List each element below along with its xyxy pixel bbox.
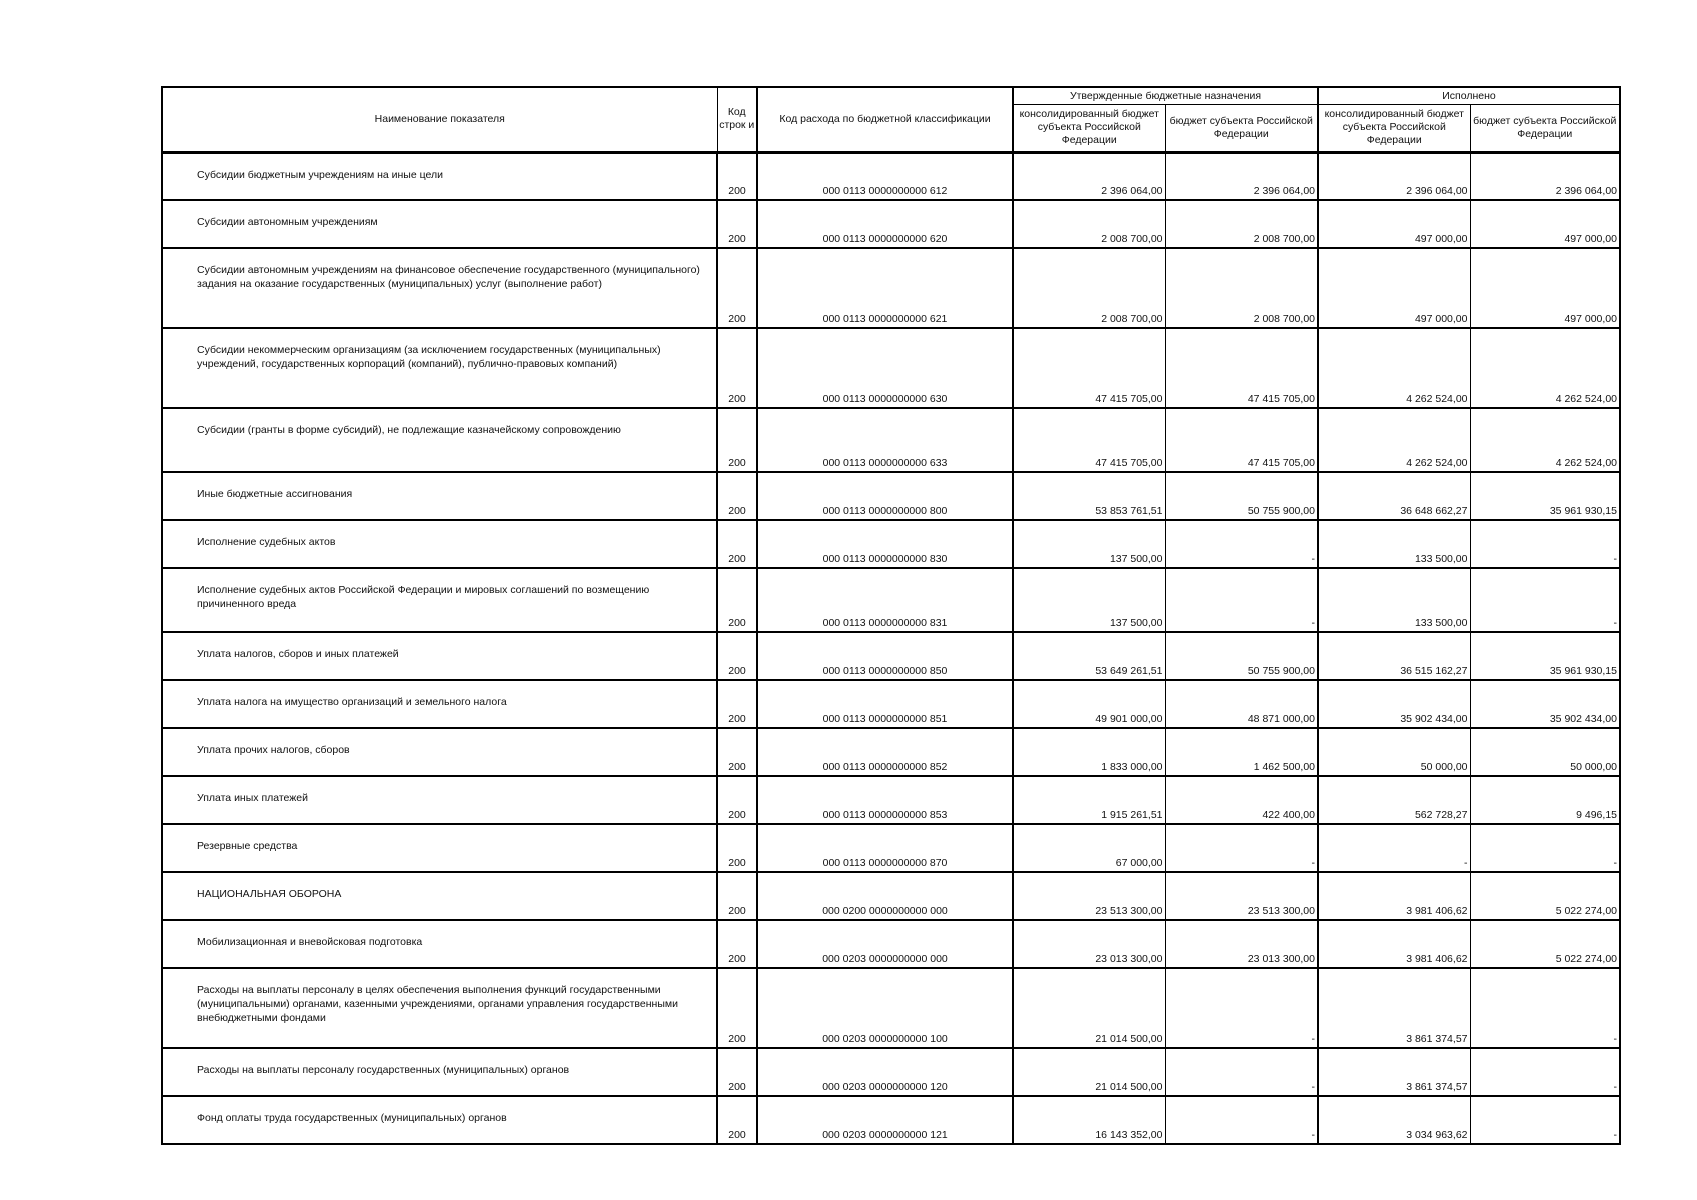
table-body [162, 152, 1620, 1144]
row-code: 200 [717, 152, 757, 200]
row-executed-subject: 497 000,00 [1470, 200, 1620, 248]
row-code: 200 [717, 568, 757, 632]
table-row [162, 680, 1620, 728]
row-bk-code: 000 0113 0000000000 831 [757, 568, 1013, 632]
table-row [162, 728, 1620, 776]
table-row [162, 824, 1620, 872]
budget-report-table [161, 86, 1621, 1145]
row-name: Уплата налога на имущество организаций и земельного налога [162, 680, 717, 728]
row-approved-subject: 23 513 300,00 [1165, 872, 1318, 920]
header-code: Код строк и [717, 87, 757, 152]
row-bk-code: 000 0113 0000000000 620 [757, 200, 1013, 248]
row-bk-code: 000 0113 0000000000 633 [757, 408, 1013, 472]
row-code: 200 [717, 1048, 757, 1096]
row-code: 200 [717, 728, 757, 776]
row-bk-code: 000 0113 0000000000 851 [757, 680, 1013, 728]
row-executed-subject: 35 902 434,00 [1470, 680, 1620, 728]
row-approved-subject: 1 462 500,00 [1165, 728, 1318, 776]
row-executed-consolidated: 4 262 524,00 [1318, 408, 1470, 472]
row-executed-subject: - [1470, 968, 1620, 1048]
row-executed-consolidated: 3 981 406,62 [1318, 920, 1470, 968]
header-approved-subject: бюджет субъекта Российской Федерации [1165, 104, 1318, 152]
row-executed-consolidated: 36 515 162,27 [1318, 632, 1470, 680]
table-row [162, 520, 1620, 568]
table-header [162, 87, 1620, 152]
row-name: Расходы на выплаты персоналу государственных (муниципальных) органов [162, 1048, 717, 1096]
row-approved-subject: 422 400,00 [1165, 776, 1318, 824]
row-bk-code: 000 0113 0000000000 850 [757, 632, 1013, 680]
table-row [162, 968, 1620, 1048]
row-name: Исполнение судебных актов [162, 520, 717, 568]
table-row [162, 632, 1620, 680]
row-executed-consolidated: 3 981 406,62 [1318, 872, 1470, 920]
row-code: 200 [717, 1096, 757, 1144]
row-code: 200 [717, 776, 757, 824]
row-code: 200 [717, 408, 757, 472]
row-executed-subject: 497 000,00 [1470, 248, 1620, 328]
row-executed-consolidated: 35 902 434,00 [1318, 680, 1470, 728]
row-approved-subject: - [1165, 968, 1318, 1048]
row-approved-consolidated: 16 143 352,00 [1013, 1096, 1165, 1144]
table-row [162, 408, 1620, 472]
row-approved-subject: 2 008 700,00 [1165, 200, 1318, 248]
row-executed-consolidated: 3 861 374,57 [1318, 1048, 1470, 1096]
row-approved-consolidated: 1 915 261,51 [1013, 776, 1165, 824]
row-approved-consolidated: 23 013 300,00 [1013, 920, 1165, 968]
row-name: Субсидии автономным учреждениям [162, 200, 717, 248]
row-executed-subject: - [1470, 520, 1620, 568]
row-code: 200 [717, 328, 757, 408]
header-approved: Утвержденные бюджетные назначения [1013, 87, 1318, 104]
row-approved-subject: - [1165, 1048, 1318, 1096]
table-row [162, 248, 1620, 328]
row-bk-code: 000 0113 0000000000 612 [757, 152, 1013, 200]
row-executed-consolidated: 133 500,00 [1318, 520, 1470, 568]
row-approved-consolidated: 49 901 000,00 [1013, 680, 1165, 728]
row-code: 200 [717, 872, 757, 920]
row-name: Уплата налогов, сборов и иных платежей [162, 632, 717, 680]
row-executed-subject: 9 496,15 [1470, 776, 1620, 824]
row-name: Мобилизационная и вневойсковая подготовка [162, 920, 717, 968]
row-executed-consolidated: 497 000,00 [1318, 248, 1470, 328]
row-executed-subject: 2 396 064,00 [1470, 152, 1620, 200]
row-bk-code: 000 0113 0000000000 800 [757, 472, 1013, 520]
row-approved-consolidated: 137 500,00 [1013, 568, 1165, 632]
row-bk-code: 000 0113 0000000000 852 [757, 728, 1013, 776]
row-executed-consolidated: 497 000,00 [1318, 200, 1470, 248]
row-code: 200 [717, 248, 757, 328]
row-executed-subject: - [1470, 824, 1620, 872]
row-approved-consolidated: 53 649 261,51 [1013, 632, 1165, 680]
row-approved-subject: 2 008 700,00 [1165, 248, 1318, 328]
row-name: Субсидии бюджетным учреждениям на иные цели [162, 152, 717, 200]
row-approved-subject: - [1165, 568, 1318, 632]
row-code: 200 [717, 520, 757, 568]
row-executed-consolidated: 50 000,00 [1318, 728, 1470, 776]
table-row [162, 872, 1620, 920]
table-row [162, 200, 1620, 248]
row-executed-subject: 5 022 274,00 [1470, 872, 1620, 920]
table-row [162, 328, 1620, 408]
row-code: 200 [717, 680, 757, 728]
row-approved-subject: 2 396 064,00 [1165, 152, 1318, 200]
row-executed-subject: 50 000,00 [1470, 728, 1620, 776]
table-row [162, 776, 1620, 824]
row-executed-subject: 5 022 274,00 [1470, 920, 1620, 968]
row-name: Резервные средства [162, 824, 717, 872]
row-executed-consolidated: 2 396 064,00 [1318, 152, 1470, 200]
header-name: Наименование показателя [162, 87, 717, 152]
table-row [162, 1048, 1620, 1096]
row-executed-subject: - [1470, 568, 1620, 632]
row-name: НАЦИОНАЛЬНАЯ ОБОРОНА [162, 872, 717, 920]
row-executed-consolidated: - [1318, 824, 1470, 872]
row-bk-code: 000 0203 0000000000 120 [757, 1048, 1013, 1096]
row-bk-code: 000 0203 0000000000 121 [757, 1096, 1013, 1144]
table-row [162, 152, 1620, 200]
row-bk-code: 000 0113 0000000000 621 [757, 248, 1013, 328]
table-row [162, 472, 1620, 520]
row-bk-code: 000 0113 0000000000 853 [757, 776, 1013, 824]
row-approved-subject: - [1165, 824, 1318, 872]
row-executed-consolidated: 3 034 963,62 [1318, 1096, 1470, 1144]
row-name: Уплата иных платежей [162, 776, 717, 824]
row-approved-subject: 47 415 705,00 [1165, 328, 1318, 408]
row-executed-subject: 35 961 930,15 [1470, 632, 1620, 680]
row-executed-subject: - [1470, 1048, 1620, 1096]
row-approved-consolidated: 23 513 300,00 [1013, 872, 1165, 920]
row-name: Фонд оплаты труда государственных (муниципальных) органов [162, 1096, 717, 1144]
header-approved-consolidated: консолидированный бюджет субъекта Российской Федерации [1013, 104, 1165, 152]
row-approved-subject: 23 013 300,00 [1165, 920, 1318, 968]
row-code: 200 [717, 472, 757, 520]
row-approved-consolidated: 47 415 705,00 [1013, 408, 1165, 472]
row-approved-subject: 50 755 900,00 [1165, 632, 1318, 680]
row-code: 200 [717, 920, 757, 968]
row-approved-consolidated: 21 014 500,00 [1013, 968, 1165, 1048]
row-executed-consolidated: 4 262 524,00 [1318, 328, 1470, 408]
row-approved-consolidated: 1 833 000,00 [1013, 728, 1165, 776]
row-executed-consolidated: 36 648 662,27 [1318, 472, 1470, 520]
row-bk-code: 000 0113 0000000000 830 [757, 520, 1013, 568]
row-bk-code: 000 0203 0000000000 000 [757, 920, 1013, 968]
row-approved-consolidated: 2 008 700,00 [1013, 248, 1165, 328]
row-approved-subject: 48 871 000,00 [1165, 680, 1318, 728]
row-executed-subject: 4 262 524,00 [1470, 328, 1620, 408]
row-approved-subject: - [1165, 520, 1318, 568]
row-executed-subject: 35 961 930,15 [1470, 472, 1620, 520]
row-name: Субсидии (гранты в форме субсидий), не подлежащие казначейскому сопровождению [162, 408, 717, 472]
row-approved-consolidated: 67 000,00 [1013, 824, 1165, 872]
row-approved-consolidated: 137 500,00 [1013, 520, 1165, 568]
row-name: Субсидии автономным учреждениям на финансовое обеспечение государственного (муниципального) задания на оказание государственных (муниципальных) услуг (выполнение работ) [162, 248, 717, 328]
row-name: Субсидии некоммерческим организациям (за исключением государственных (муниципальных) учреждений, государственных корпораций (компаний), публично-правовых компаний) [162, 328, 717, 408]
header-executed-consolidated: консолидированный бюджет субъекта Российской Федерации [1318, 104, 1470, 152]
row-name: Уплата прочих налогов, сборов [162, 728, 717, 776]
row-approved-consolidated: 21 014 500,00 [1013, 1048, 1165, 1096]
row-name: Иные бюджетные ассигнования [162, 472, 717, 520]
row-approved-subject: 47 415 705,00 [1165, 408, 1318, 472]
row-executed-consolidated: 133 500,00 [1318, 568, 1470, 632]
row-approved-consolidated: 47 415 705,00 [1013, 328, 1165, 408]
row-name: Расходы на выплаты персоналу в целях обеспечения выполнения функций государственными (муниципальными) органами, казенными учреждениями, органами управления государственными внебюджетными фондами [162, 968, 717, 1048]
row-bk-code: 000 0203 0000000000 100 [757, 968, 1013, 1048]
row-executed-subject: 4 262 524,00 [1470, 408, 1620, 472]
row-approved-subject: - [1165, 1096, 1318, 1144]
row-approved-consolidated: 53 853 761,51 [1013, 472, 1165, 520]
table-row [162, 568, 1620, 632]
row-code: 200 [717, 632, 757, 680]
row-bk-code: 000 0113 0000000000 630 [757, 328, 1013, 408]
row-code: 200 [717, 200, 757, 248]
header-executed: Исполнено [1318, 87, 1620, 104]
row-code: 200 [717, 968, 757, 1048]
header-bk: Код расхода по бюджетной классификации [757, 87, 1013, 152]
row-executed-subject: - [1470, 1096, 1620, 1144]
row-executed-consolidated: 562 728,27 [1318, 776, 1470, 824]
row-bk-code: 000 0200 0000000000 000 [757, 872, 1013, 920]
row-executed-consolidated: 3 861 374,57 [1318, 968, 1470, 1048]
table-row [162, 1096, 1620, 1144]
row-approved-consolidated: 2 008 700,00 [1013, 200, 1165, 248]
table-row [162, 920, 1620, 968]
row-approved-consolidated: 2 396 064,00 [1013, 152, 1165, 200]
row-name: Исполнение судебных актов Российской Федерации и мировых соглашений по возмещению причиненного вреда [162, 568, 717, 632]
row-bk-code: 000 0113 0000000000 870 [757, 824, 1013, 872]
row-code: 200 [717, 824, 757, 872]
header-executed-subject: бюджет субъекта Российской Федерации [1470, 104, 1620, 152]
row-approved-subject: 50 755 900,00 [1165, 472, 1318, 520]
